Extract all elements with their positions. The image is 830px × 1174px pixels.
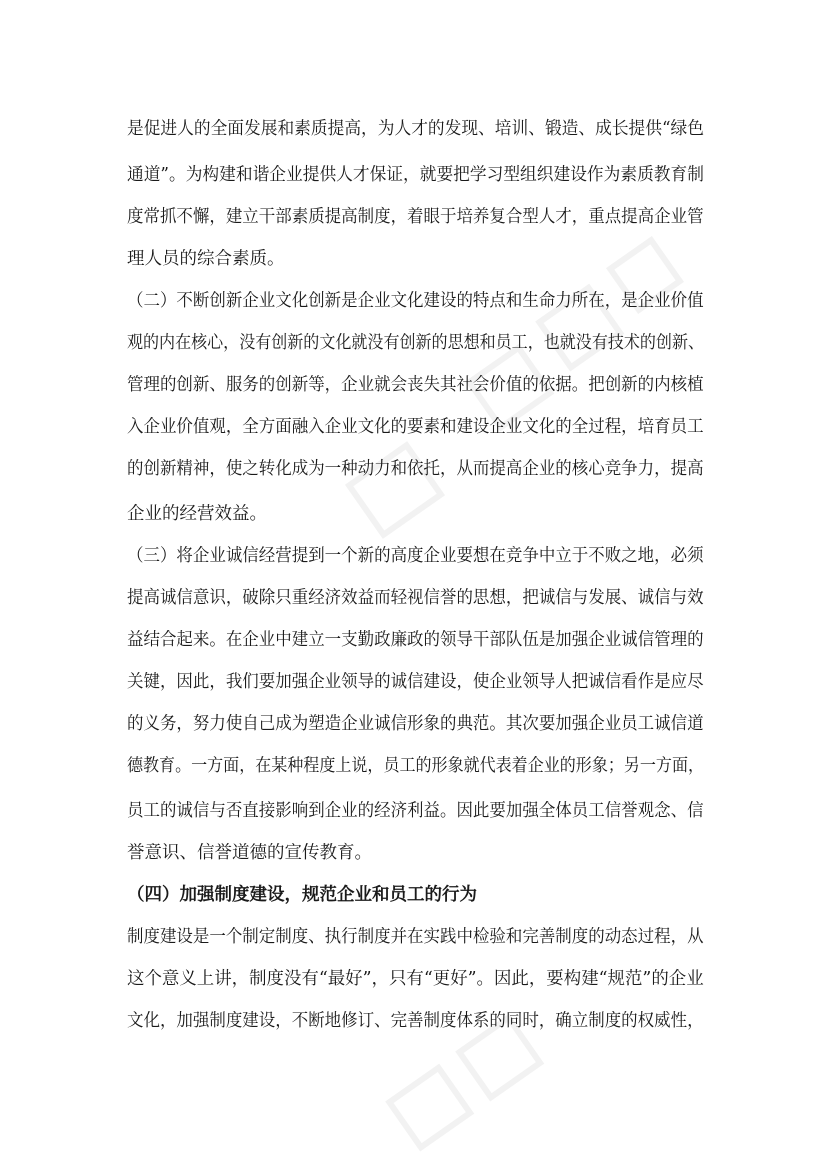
paragraph-line: 德教育。一方面，在某种程度上说，员工的形象就代表着企业的形象；另一方面， bbox=[127, 756, 705, 776]
paragraph-line: 观的内在核心，没有创新的文化就没有创新的思想和员工，也就没有技术的创新、 bbox=[127, 333, 705, 353]
paragraph-line: 益结合起来。在企业中建立一支勤政廉政的领导干部队伍是加强企业诚信管理的 bbox=[127, 630, 704, 650]
paragraph-line: 理人员的综合素质。 bbox=[127, 249, 285, 269]
paragraph-line: 的义务，努力使自己成为塑造企业诚信形象的典范。其次要加强企业员工诚信道 bbox=[127, 714, 704, 734]
paragraph-line: 管理的创新、服务的创新等，企业就会丧失其社会价值的依据。把创新的内核植 bbox=[127, 375, 704, 395]
paragraph-line: 通道”。为构建和谐企业提供人才保证，就要把学习型组织建设作为素质教育制 bbox=[127, 165, 704, 185]
paragraph-line: 的创新精神，使之转化成为一种动力和依托，从而提高企业的核心竞争力，提高 bbox=[127, 459, 704, 479]
paragraph-line: 度常抓不懈，建立干部素质提高制度，着眼于培养复合型人才，重点提高企业管 bbox=[127, 207, 704, 227]
paragraph-line: 入企业价值观，全方面融入企业文化的要素和建设企业文化的全过程，培育员工 bbox=[127, 417, 704, 437]
paragraph-line: 文化，加强制度建设，不断地修订、完善制度体系的同时，确立制度的权威性， bbox=[127, 1011, 704, 1031]
paragraph-line: 员工的诚信与否直接影响到企业的经济利益。因此要加强全体员工信誉观念、信 bbox=[127, 801, 704, 821]
section-heading-2: （二）不断创新企业文化创新是企业文化建设的特点和生命力所在，是企业价值 bbox=[127, 291, 704, 311]
paragraph-line: 是促进人的全面发展和素质提高，为人才的发现、培训、锻造、成长提供“绿色 bbox=[127, 119, 704, 139]
paragraph-line: 企业的经营效益。 bbox=[127, 504, 267, 524]
section-heading-3: （三）将企业诚信经营提到一个新的高度企业要想在竞争中立于不败之地，必须 bbox=[127, 546, 704, 566]
paragraph-line: 关键，因此，我们要加强企业领导的诚信建设，使企业领导人把诚信看作是应尽 bbox=[127, 672, 704, 692]
paragraph-line: 誉意识、信誉道德的宣传教育。 bbox=[127, 843, 372, 863]
paragraph-line: 这个意义上讲，制度没有“最好”，只有“更好”。因此，要构建“规范”的企业 bbox=[127, 969, 704, 989]
paragraph-line: 制度建设是一个制定制度、执行制度并在实践中检验和完善制度的动态过程，从 bbox=[127, 927, 704, 947]
paragraph-line: 提高诚信意识，破除只重经济效益而轻视信誉的思想，把诚信与发展、诚信与效 bbox=[127, 588, 704, 608]
section-heading-4: （四）加强制度建设，规范企业和员工的行为 bbox=[127, 885, 477, 905]
